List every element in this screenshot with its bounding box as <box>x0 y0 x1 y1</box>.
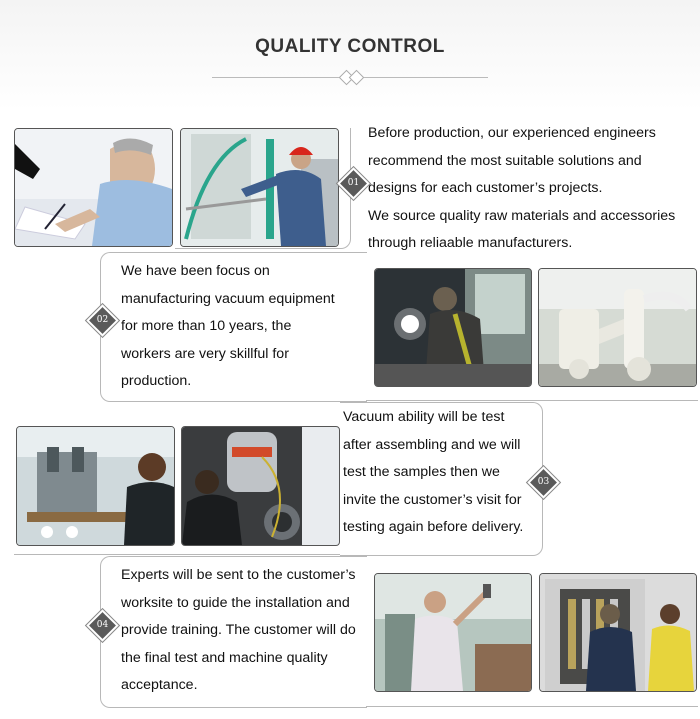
text-line: for more than 10 years, the <box>121 318 292 334</box>
text-line: workers are very skillful for <box>121 345 289 362</box>
vacuum-pump-photo <box>538 268 697 387</box>
text-line: test the samples then we <box>343 464 500 480</box>
engineer-drawing-photo <box>14 128 173 247</box>
vacuum-chamber-photo <box>539 573 697 692</box>
text-line: the final test and machine quality <box>121 649 328 666</box>
text-line: designs for each customer’s projects. <box>368 180 603 196</box>
title-divider-left <box>212 77 342 78</box>
text-line: provide training. The customer will do <box>121 622 356 638</box>
testing-machine-photo <box>181 426 340 546</box>
text-line: We have been focus on <box>121 263 270 279</box>
assembly-worker-photo <box>16 426 175 546</box>
step-04-text <box>121 562 356 700</box>
step-number-badge: 03 <box>527 466 560 499</box>
text-line: production. <box>121 373 192 389</box>
step-01-text <box>368 120 675 258</box>
text-line: Experts will be sent to the customer’s <box>121 567 356 583</box>
step-02-text <box>121 258 335 396</box>
step-02-frame-bottom <box>366 385 698 401</box>
step-number-badge: 01 <box>337 167 370 200</box>
worker-helmet-photo <box>180 128 339 247</box>
text-line: worksite to guide the installation and <box>121 594 350 611</box>
text-line: testing again before delivery. <box>343 519 524 535</box>
step-03-text <box>343 404 523 542</box>
text-line: Before production, our experienced engineers <box>368 125 656 141</box>
text-line: invite the customer’s visit for <box>343 491 522 508</box>
text-line: after assembling and we will <box>343 436 521 453</box>
title-divider-right <box>358 77 488 78</box>
step-number-badge: 02 <box>86 304 119 337</box>
text-line: Vacuum ability will be test <box>343 409 505 425</box>
step-04-frame-bottom <box>366 691 698 707</box>
page-title: QUALITY CONTROL <box>255 36 445 57</box>
text-line: We source quality raw materials and accessories <box>368 207 676 224</box>
text-line: acceptance. <box>121 677 198 693</box>
text-line: recommend the most suitable solutions and <box>368 152 642 169</box>
welder-photo <box>374 268 532 387</box>
text-line: through reliaable manufacturers. <box>368 235 573 251</box>
text-line: manufacturing vacuum equipment <box>121 290 335 307</box>
step-number-badge: 04 <box>86 609 119 642</box>
expert-training-photo <box>374 573 532 692</box>
